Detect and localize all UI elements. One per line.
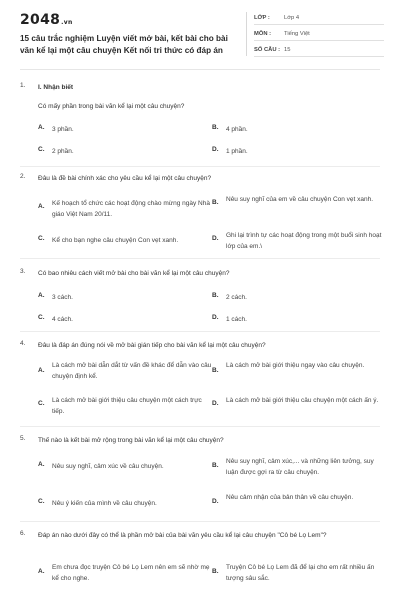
option-text: Nêu cảm nhận của bản thân về câu chuyện. bbox=[226, 494, 354, 501]
option-text: Nêu suy nghĩ, cảm xúc về câu chuyện. bbox=[52, 463, 164, 470]
option-text: Kế hoạch tổ chức các hoạt động chào mừng ngày Nhà giáo Việt Nam 20/11. bbox=[52, 200, 210, 218]
option-text: Là cách mở bài dẫn dắt từ vấn đề khác để dẫn vào câu chuyện định kể. bbox=[52, 362, 212, 380]
question-text: Đâu là đề bài chính xác cho yêu cầu kể lại một câu chuyện? bbox=[38, 175, 212, 182]
header-divider bbox=[246, 12, 247, 56]
question-text: Có bao nhiêu cách viết mở bài cho bài văn kể lại một câu chuyện? bbox=[38, 270, 230, 277]
option-letter: B. bbox=[212, 124, 219, 131]
document-title: 15 câu trắc nghiệm Luyện viết mở bài, kết bài cho bài văn kể lại một câu chuyện Kết nối tri thức có đáp án bbox=[20, 34, 228, 55]
question-divider bbox=[20, 166, 380, 167]
question-divider bbox=[20, 426, 380, 427]
option-letter: D. bbox=[212, 146, 219, 153]
question-divider bbox=[20, 331, 380, 332]
option-text: 1 phần. bbox=[226, 148, 248, 155]
meta-row-count bbox=[254, 44, 384, 57]
option-text: Là cách mở bài giới thiệu câu chuyện một cách ấn ý. bbox=[226, 397, 379, 404]
option-letter: D. bbox=[212, 235, 219, 242]
section-title: I. Nhận biết bbox=[38, 84, 74, 91]
question-divider bbox=[20, 258, 380, 259]
option-letter: C. bbox=[38, 498, 45, 505]
option-text: 1 cách. bbox=[226, 316, 247, 323]
question-text: Có mấy phần trong bài văn kể lại một câu chuyện? bbox=[38, 103, 185, 110]
question-number: 3. bbox=[20, 268, 26, 275]
option-letter: C. bbox=[38, 400, 45, 407]
option-letter: A. bbox=[38, 203, 45, 210]
option-letter: B. bbox=[212, 199, 219, 206]
option-letter: B. bbox=[212, 292, 219, 299]
option-letter: A. bbox=[38, 461, 45, 468]
option-text: Nêu ý kiến của mình về câu chuyện. bbox=[52, 500, 157, 507]
meta-value: Lớp 4 bbox=[284, 15, 300, 21]
question-divider bbox=[20, 521, 380, 522]
question-number: 4. bbox=[20, 340, 26, 347]
meta-row-class bbox=[254, 12, 384, 25]
meta-key: SỐ CÂU : bbox=[254, 47, 281, 53]
option-text: 2 phần. bbox=[52, 148, 74, 155]
question-number: 2. bbox=[20, 173, 26, 180]
option-letter: D. bbox=[212, 498, 219, 505]
meta-key: LỚP : bbox=[254, 15, 270, 21]
meta-value: 15 bbox=[284, 47, 291, 53]
meta-value: Tiếng Việt bbox=[284, 31, 310, 37]
option-text: Nêu suy nghĩ của em về câu chuyện Con vẹt xanh. bbox=[226, 196, 374, 203]
question-text: Thế nào là kết bài mở rộng trong bài văn kể lại một câu chuyện? bbox=[38, 437, 224, 444]
option-text: 3 cách. bbox=[52, 294, 73, 301]
option-text: Nêu suy nghĩ, cảm xúc,... và những liên tưởng, suy luận được gợi ra từ câu chuyện. bbox=[226, 458, 374, 476]
option-letter: A. bbox=[38, 124, 45, 131]
option-letter: D. bbox=[212, 400, 219, 407]
option-text: 4 phần. bbox=[226, 126, 248, 133]
option-text: Là cách mở bài giới thiệu ngay vào câu chuyện. bbox=[226, 362, 365, 369]
option-text: 4 cách. bbox=[52, 316, 73, 323]
option-text: 2 cách. bbox=[226, 294, 247, 301]
option-text: 3 phần. bbox=[52, 126, 74, 133]
option-letter: B. bbox=[212, 367, 219, 374]
option-text: Kể cho bạn nghe câu chuyện Con vẹt xanh. bbox=[52, 237, 179, 244]
question-text: Đâu là đáp án đúng nói về mở bài gián tiếp cho bài văn kể lại một câu chuyện? bbox=[38, 342, 266, 349]
option-text: Ghi lại trình tự các hoạt động trong một buổi sinh hoạt lớp của em.\ bbox=[226, 232, 382, 250]
option-text: Em chưa đọc truyện Cô bé Lọ Lem nên em sẽ nhờ mẹ kể cho nghe. bbox=[52, 564, 210, 582]
option-letter: B. bbox=[212, 462, 219, 469]
meta-key: MÔN : bbox=[254, 31, 272, 37]
document-header bbox=[0, 0, 400, 62]
header-rule bbox=[20, 69, 380, 70]
site-logo[interactable] bbox=[20, 12, 73, 28]
meta-row-subject bbox=[254, 28, 384, 41]
option-text: Là cách mở bài giới thiệu câu chuyện một cách trực tiếp. bbox=[52, 397, 202, 415]
option-letter: B. bbox=[212, 568, 219, 575]
option-text: Truyện Cô bé Lọ Lem đã để lại cho em rất nhiều ấn tượng sâu sắc. bbox=[226, 564, 375, 582]
option-letter: A. bbox=[38, 568, 45, 575]
question-number: 5. bbox=[20, 435, 26, 442]
question-text: Đáp án nào dưới đây có thể là phần mở bài của bài văn yêu cầu kể lại câu chuyện "Cô bé Lọ Lem"? bbox=[38, 532, 327, 539]
logo-suffix: .vn bbox=[61, 19, 73, 26]
option-letter: A. bbox=[38, 292, 45, 299]
option-letter: D. bbox=[212, 314, 219, 321]
option-letter: C. bbox=[38, 314, 45, 321]
option-letter: C. bbox=[38, 235, 45, 242]
option-letter: A. bbox=[38, 367, 45, 374]
question-number: 1. bbox=[20, 82, 26, 89]
logo-text: 2048 bbox=[20, 12, 61, 28]
option-letter: C. bbox=[38, 146, 45, 153]
question-number: 6. bbox=[20, 530, 26, 537]
